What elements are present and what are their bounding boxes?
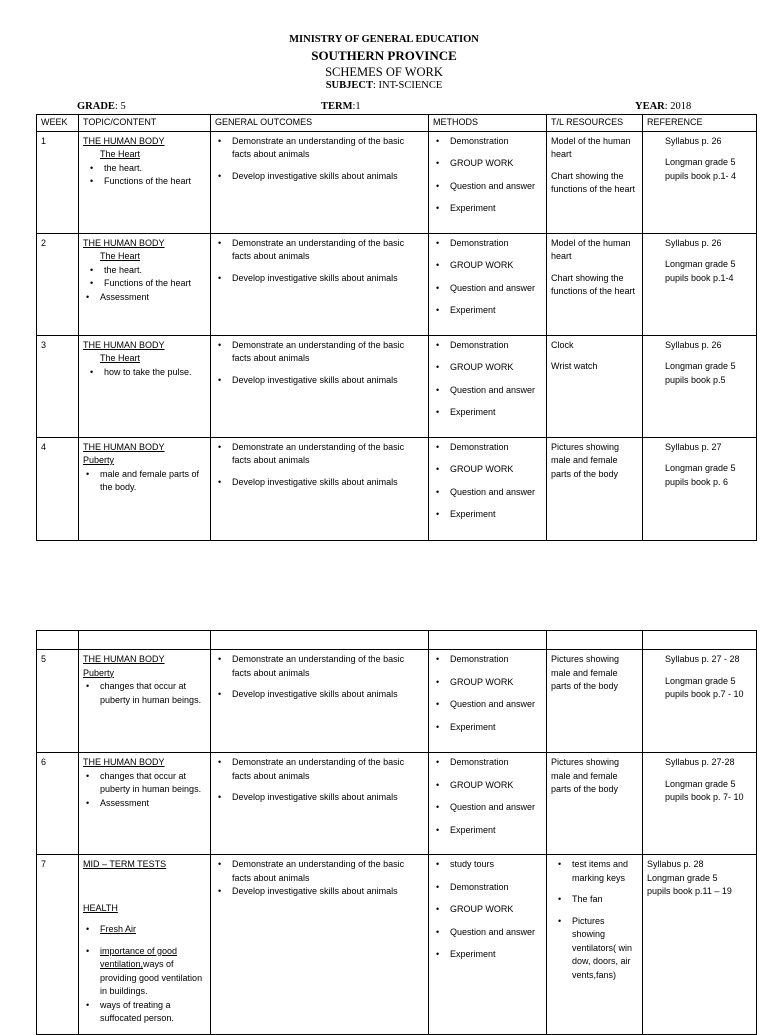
grade-field: GRADE: 5: [77, 101, 126, 112]
outcomes-cell: [211, 335, 429, 437]
reference-item: Longman grade 5: [647, 872, 718, 883]
resources-cell: [547, 131, 643, 233]
reference-item: Syllabus p. 28: [647, 859, 704, 869]
method-item: • Experiment: [433, 406, 542, 420]
reference-cell: [643, 131, 757, 233]
reference-item: Syllabus p. 27-28: [665, 757, 735, 767]
method-item: • Experiment: [433, 948, 542, 962]
reference-cell: [643, 650, 757, 753]
outcomes-cell: [211, 233, 429, 335]
topic-title: THE HUMAN BODY: [83, 237, 165, 248]
outcome-item: • Demonstrate an understanding of the basic facts about animals: [215, 441, 424, 468]
topic-title: THE HUMAN BODY: [83, 441, 165, 452]
topic-cell: [79, 855, 211, 1035]
resource-item: • test items and marking keys: [551, 858, 638, 885]
week-number: 2: [37, 233, 79, 335]
method-item: • Demonstration: [433, 653, 542, 667]
table-header-row: [37, 115, 757, 132]
resource-item: Clock: [551, 339, 574, 350]
method-item: • GROUP WORK: [433, 676, 542, 690]
subtopic-title: The Heart: [100, 353, 141, 363]
resources-cell: [547, 233, 643, 335]
method-item: • Demonstration: [433, 135, 542, 149]
outcomes-cell: [211, 131, 429, 233]
reference-item: Longman grade 5 pupils book p.1-4: [665, 259, 736, 283]
week-number: 3: [37, 335, 79, 437]
method-item: • GROUP WORK: [433, 157, 542, 171]
resource-item: Chart showing the functions of the heart: [551, 170, 636, 194]
col-header-reference: REFERENCE: [643, 115, 757, 132]
methods-cell: [429, 233, 547, 335]
topic-cell: [79, 437, 211, 540]
outcome-item: • Develop investigative skills about animals: [215, 170, 424, 184]
scheme-table-page-1: [36, 114, 757, 541]
resource-item: Pictures showing male and female parts of the body: [551, 441, 620, 479]
topic-title: THE HUMAN BODY: [83, 339, 165, 350]
ministry-heading: MINISTRY OF GENERAL EDUCATION: [289, 34, 479, 45]
method-item: • GROUP WORK: [433, 259, 542, 273]
reference-item: pupils book p.11 – 19: [647, 886, 732, 896]
week-number: 6: [37, 753, 79, 855]
topic-point: • the heart.: [83, 264, 206, 278]
resources-cell: [547, 855, 643, 1035]
topic-title: MID – TERM TESTS: [83, 859, 167, 869]
week-number: 7: [37, 855, 79, 1035]
topic-point: • how to take the pulse.: [83, 366, 206, 380]
method-item: • Experiment: [433, 304, 542, 318]
reference-item: Longman grade 5 pupils book p.1- 4: [665, 157, 737, 181]
topic-point: • changes that occur at puberty in human beings.: [83, 680, 206, 707]
topic-cell: [79, 650, 211, 753]
reference-item: Syllabus p. 26: [665, 135, 722, 146]
topic-point: • Assessment: [83, 797, 206, 811]
method-item: • Demonstration: [433, 756, 542, 770]
subtopic-title: Puberty: [83, 455, 115, 465]
reference-item: Syllabus p. 26: [665, 237, 722, 248]
subject-line: SUBJECT: INT-SCIENCE: [325, 80, 443, 91]
week-number: 4: [37, 437, 79, 540]
resources-cell: [547, 437, 643, 540]
reference-cell: [643, 437, 757, 540]
subtopic-title: Puberty: [83, 667, 115, 678]
topic-title: THE HUMAN BODY: [83, 135, 165, 146]
outcome-item: • Develop investigative skills about animals: [215, 885, 424, 899]
topic-point: • changes that occur at puberty in human beings.: [83, 770, 206, 797]
topic-point: • ways of treating a suffocated person.: [83, 999, 206, 1026]
col-header-week: WEEK: [37, 115, 79, 132]
col-header-resources: T/L RESOURCES: [547, 115, 643, 132]
blank-cell: [211, 631, 429, 650]
outcome-item: • Develop investigative skills about animals: [215, 476, 424, 490]
health-heading: HEALTH: [83, 902, 118, 913]
subtopic-title: The Heart: [100, 251, 141, 261]
reference-item: Syllabus p. 27: [665, 441, 722, 452]
methods-cell: [429, 650, 547, 753]
method-item: • Question and answer: [433, 926, 542, 940]
method-item: • Demonstration: [433, 441, 542, 455]
method-item: • GROUP WORK: [433, 903, 542, 917]
method-item: • Experiment: [433, 508, 542, 522]
outcome-item: • Develop investigative skills about animals: [215, 791, 424, 805]
method-item: • GROUP WORK: [433, 463, 542, 477]
week-number: 1: [37, 131, 79, 233]
outcome-item: • Develop investigative skills about animals: [215, 272, 424, 286]
outcome-item: • Demonstrate an understanding of the basic facts about animals: [215, 653, 424, 680]
topic-point: • male and female parts of the body.: [83, 468, 206, 495]
outcome-item: • Develop investigative skills about animals: [215, 688, 424, 702]
province-heading: SOUTHERN PROVINCE: [311, 48, 457, 63]
topic-cell: [79, 131, 211, 233]
blank-cell: [79, 631, 211, 650]
blank-cell: [547, 631, 643, 650]
subtopic-title: The Heart: [100, 149, 141, 159]
methods-cell: [429, 131, 547, 233]
method-item: • Question and answer: [433, 801, 542, 815]
outcome-item: • Demonstrate an understanding of the basic facts about animals: [215, 237, 424, 264]
blank-cell: [37, 631, 79, 650]
reference-item: Syllabus p. 27 - 28: [665, 654, 740, 664]
topic-point: • Fresh Air: [83, 923, 206, 937]
reference-cell: [643, 855, 757, 1035]
resources-cell: [547, 753, 643, 855]
blank-cell: [429, 631, 547, 650]
table-row: [37, 131, 757, 233]
col-header-outcomes: GENERAL OUTCOMES: [211, 115, 429, 132]
resource-item: Pictures showing male and female parts of the body: [551, 757, 620, 794]
method-item: • Question and answer: [433, 180, 542, 194]
outcomes-cell: [211, 650, 429, 753]
topic-point: • importance of good ventilation,ways of providing good ventilation in buildings.: [83, 945, 206, 999]
method-item: • Experiment: [433, 202, 542, 216]
topic-point: • Functions of the heart: [83, 175, 206, 189]
col-header-methods: METHODS: [429, 115, 547, 132]
outcomes-cell: [211, 855, 429, 1035]
methods-cell: [429, 335, 547, 437]
topic-title: THE HUMAN BODY: [83, 654, 165, 664]
method-item: • Experiment: [433, 721, 542, 735]
method-item: • Demonstration: [433, 237, 542, 251]
table-row: [37, 855, 757, 1035]
table-row: [37, 753, 757, 855]
outcome-item: • Demonstrate an understanding of the basic facts about animals: [215, 135, 424, 162]
topic-cell: [79, 335, 211, 437]
reference-item: Syllabus p. 26: [665, 339, 722, 350]
methods-cell: [429, 437, 547, 540]
topic-point: • the heart.: [83, 162, 206, 176]
outcome-item: • Demonstrate an understanding of the basic facts about animals: [215, 756, 424, 783]
resources-cell: [547, 335, 643, 437]
reference-item: Longman grade 5 pupils book p. 6: [665, 463, 736, 487]
method-item: • Demonstration: [433, 881, 542, 895]
week-number: 5: [37, 650, 79, 753]
method-item: • Experiment: [433, 824, 542, 838]
method-item: • Question and answer: [433, 384, 542, 398]
reference-item: Longman grade 5 pupils book p. 7- 10: [665, 778, 744, 802]
method-item: • Demonstration: [433, 339, 542, 353]
outcome-item: • Develop investigative skills about animals: [215, 374, 424, 388]
method-item: • GROUP WORK: [433, 361, 542, 375]
methods-cell: [429, 753, 547, 855]
resource-item: Wrist watch: [551, 361, 598, 371]
method-item: • Question and answer: [433, 698, 542, 712]
table-row: [37, 335, 757, 437]
outcome-item: • Demonstrate an understanding of the basic facts about animals: [215, 858, 424, 885]
outcome-item: • Demonstrate an understanding of the basic facts about animals: [215, 339, 424, 366]
methods-cell: [429, 855, 547, 1035]
method-item: • Question and answer: [433, 282, 542, 296]
reference-cell: [643, 335, 757, 437]
outcomes-cell: [211, 437, 429, 540]
method-item: • Question and answer: [433, 486, 542, 500]
blank-header-row: [37, 631, 757, 650]
topic-point: • Functions of the heart: [83, 277, 206, 291]
method-item: • GROUP WORK: [433, 779, 542, 793]
topic-title: THE HUMAN BODY: [83, 757, 165, 767]
document-title: SCHEMES OF WORK: [325, 65, 443, 79]
reference-item: Longman grade 5 pupils book p.5: [665, 361, 736, 385]
topic-point: • Assessment: [83, 291, 206, 305]
resource-item: • The fan: [551, 893, 638, 907]
resource-item: • Pictures showing ventilators( win dow, doors, air vents,fans): [551, 915, 638, 983]
resource-item: Model of the human heart: [551, 237, 631, 261]
year-field: YEAR: 2018: [635, 101, 692, 112]
table-row: [37, 437, 757, 540]
topic-cell: [79, 233, 211, 335]
resource-item: Chart showing the functions of the heart: [551, 272, 636, 296]
reference-item: Longman grade 5 pupils book p.7 - 10: [665, 675, 744, 699]
method-item: • study tours: [433, 858, 542, 872]
topic-cell: [79, 753, 211, 855]
blank-cell: [643, 631, 757, 650]
term-field: TERM:1: [321, 101, 361, 112]
outcomes-cell: [211, 753, 429, 855]
reference-cell: [643, 753, 757, 855]
col-header-topic: TOPIC/CONTENT: [79, 115, 211, 132]
table-row: [37, 233, 757, 335]
resources-cell: [547, 650, 643, 753]
reference-cell: [643, 233, 757, 335]
resource-item: Pictures showing male and female parts of the body: [551, 654, 620, 691]
scheme-table-page-2: [36, 630, 757, 1035]
table-row: [37, 650, 757, 753]
resource-item: Model of the human heart: [551, 135, 631, 159]
